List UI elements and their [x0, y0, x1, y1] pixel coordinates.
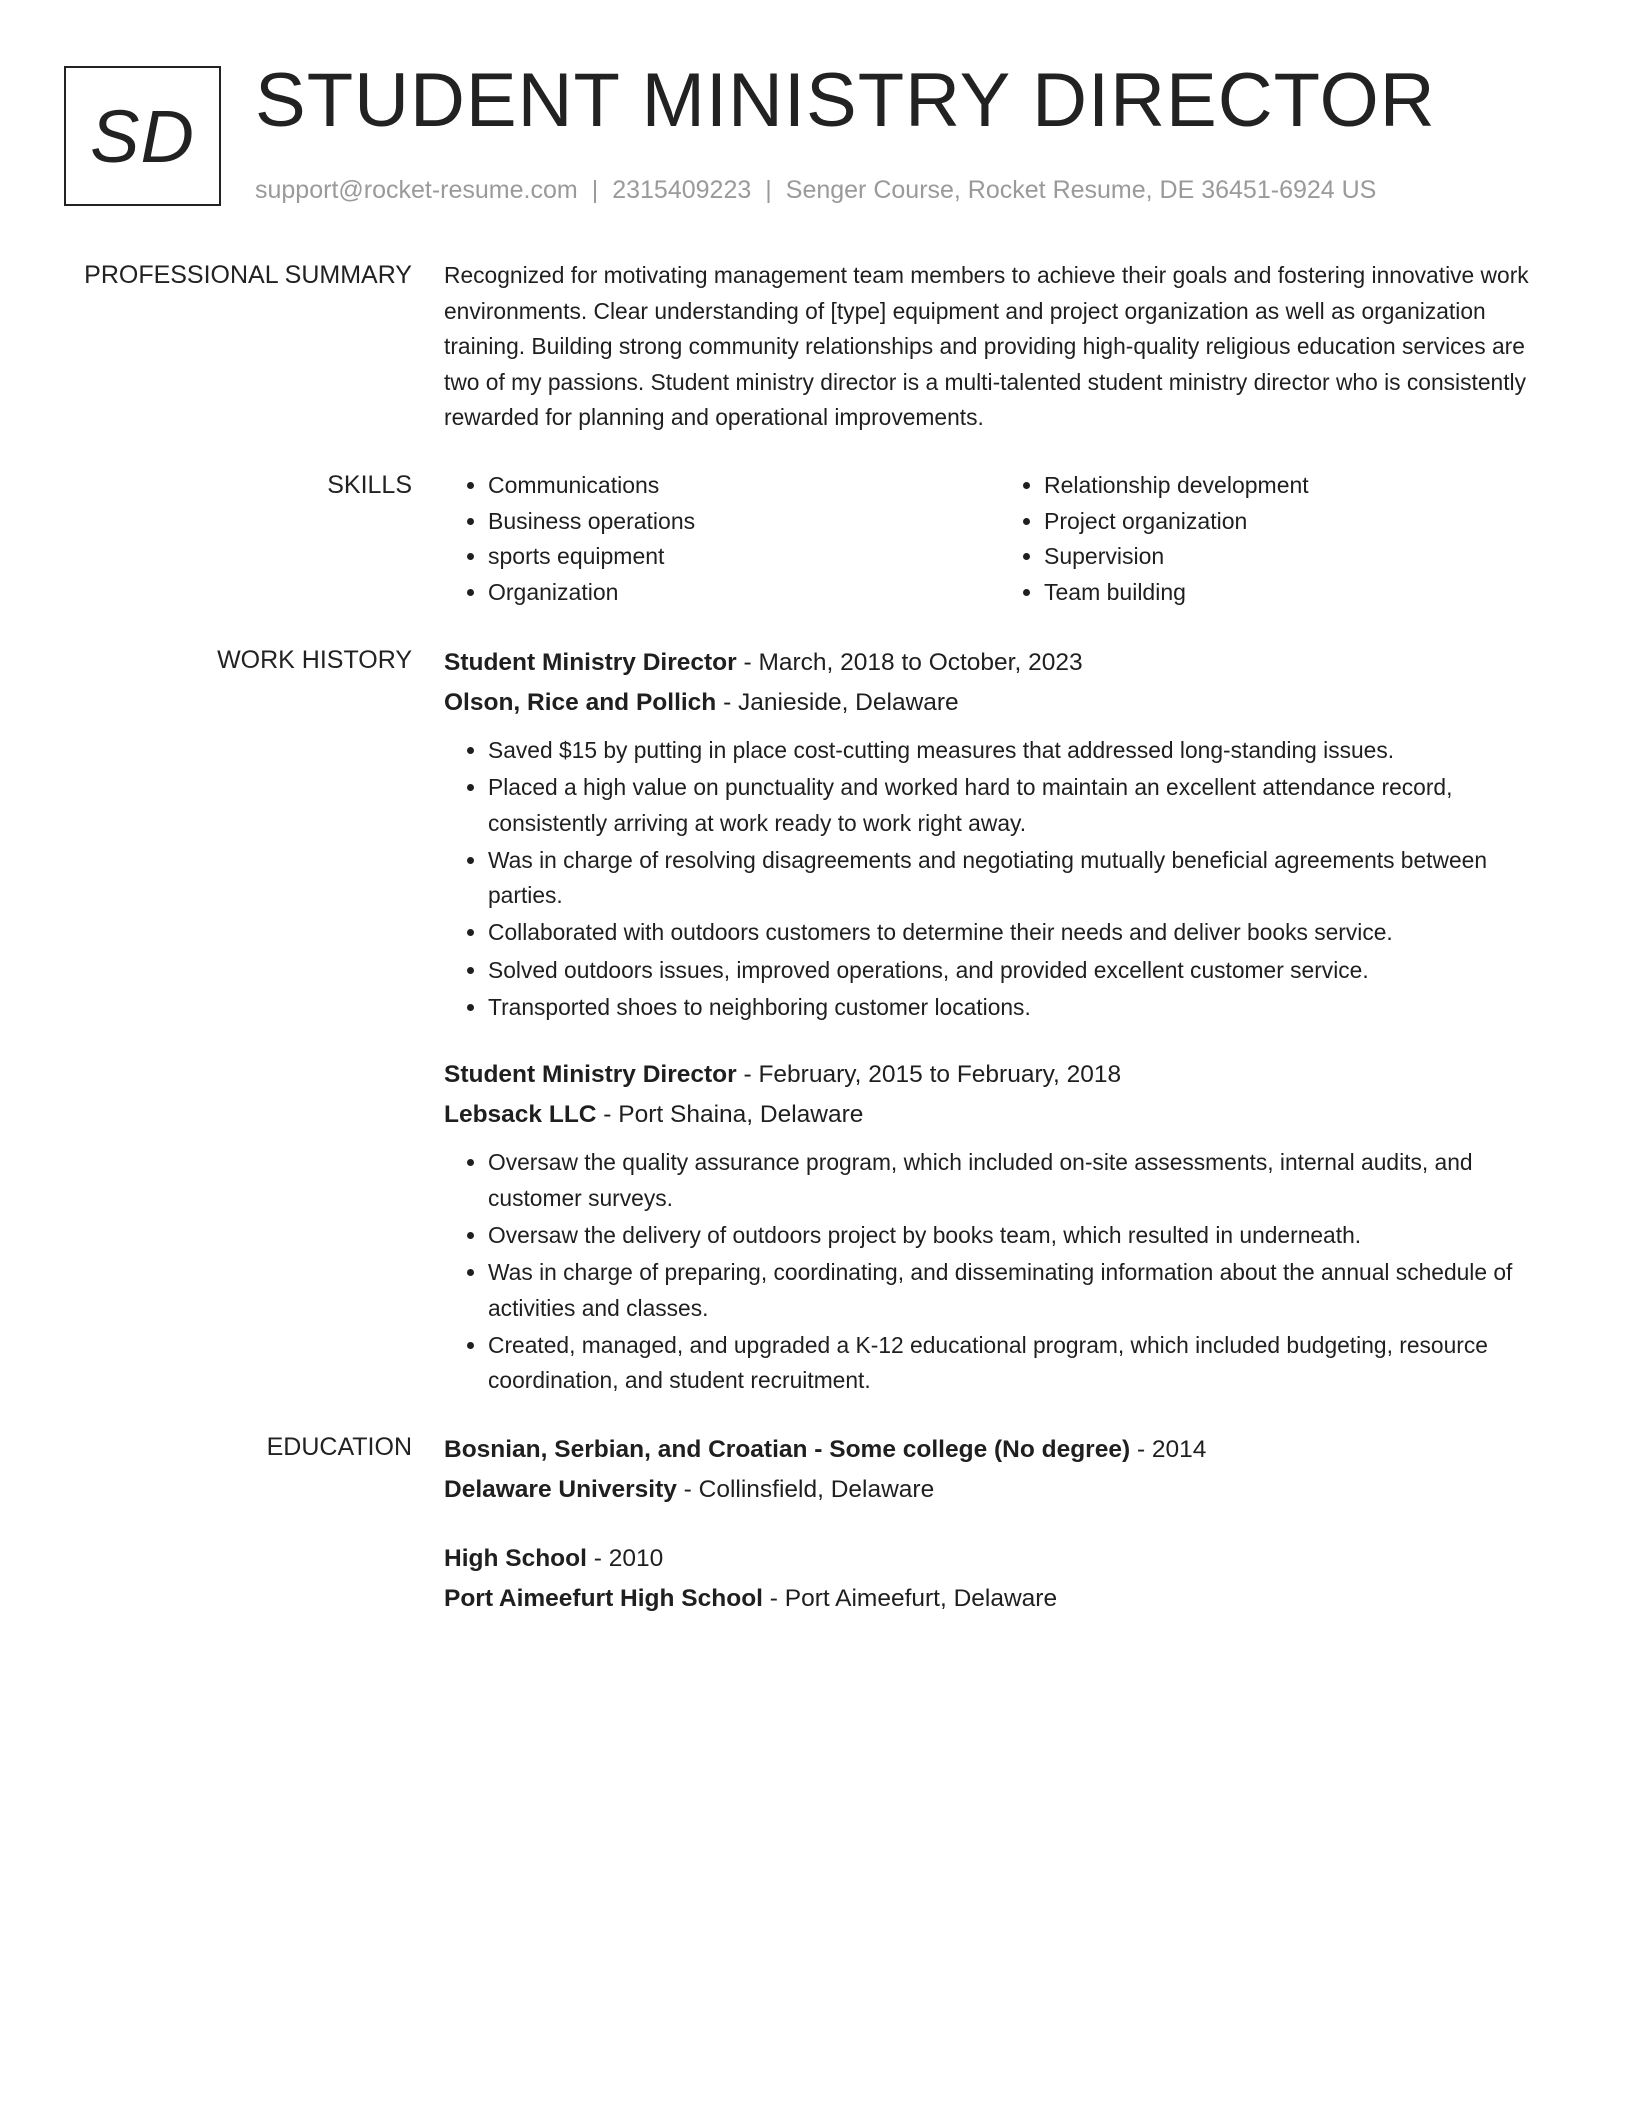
contact-separator: | — [591, 176, 599, 204]
work-heading: WORK HISTORY — [217, 646, 412, 674]
skill-item: • Business operations — [488, 504, 1000, 540]
skill-item: • sports equipment — [488, 539, 1000, 575]
job-bullets — [444, 1145, 1556, 1399]
contact-separator: | — [765, 176, 772, 204]
skills-list-right — [1000, 468, 1556, 610]
education-location: - Collinsfield, Delaware — [676, 1476, 935, 1503]
job-bullet: • Transported shoes to neighboring customer locations. — [488, 990, 1556, 1026]
education-year: - 2010 — [586, 1545, 664, 1572]
job-bullet: • Saved $15 by putting in place cost-cutting measures that addressed long-standing issues. — [488, 733, 1556, 769]
education-degree: Bosnian, Serbian, and Croatian - Some college (No degree) — [444, 1436, 1131, 1463]
job-location: - Janieside, Delaware — [716, 689, 959, 716]
job-company-line — [444, 1095, 1556, 1135]
education-location: - Port Aimeefurt, Delaware — [762, 1585, 1058, 1612]
job-bullet: • Created, managed, and upgraded a K-12 educational program, which included budgeting, resource coordination, and student recruitment. — [488, 1328, 1556, 1399]
job-entry — [444, 1055, 1556, 1399]
contact-email[interactable]: support@rocket-resume.com — [255, 176, 578, 204]
skill-item: • Team building — [1044, 575, 1556, 611]
education-school: Port Aimeefurt High School — [444, 1585, 763, 1612]
skill-item: • Communications — [488, 468, 1000, 504]
education-body — [444, 1430, 1556, 1648]
job-role: Student Ministry Director — [444, 649, 737, 676]
job-company-line — [444, 683, 1556, 723]
job-bullet: • Solved outdoors issues, improved operations, and provided excellent customer service. — [488, 953, 1556, 989]
job-bullet: • Placed a high value on punctuality and worked hard to maintain an excellent attendance record, consistently arriving at work ready to work right away. — [488, 770, 1556, 841]
job-entry — [444, 643, 1556, 1025]
job-bullet: • Oversaw the quality assurance program, which included on-site assessments, internal audits, and customer surveys. — [488, 1145, 1556, 1216]
job-bullet: • Was in charge of preparing, coordinating, and disseminating information about the annual schedule of activities and classes. — [488, 1255, 1556, 1326]
education-school-line — [444, 1579, 1556, 1619]
education-school: Delaware University — [444, 1476, 677, 1503]
job-bullets — [444, 733, 1556, 1025]
job-title-line — [444, 643, 1556, 683]
resume-title: STUDENT MINISTRY DIRECTOR — [255, 58, 1436, 143]
summary-body — [444, 258, 1556, 436]
monogram-logo: SD — [64, 66, 221, 206]
skills-list-left — [444, 468, 1000, 610]
skill-item: • Project organization — [1044, 504, 1556, 540]
education-school-line — [444, 1470, 1556, 1510]
job-location: - Port Shaina, Delaware — [596, 1101, 864, 1129]
job-company: Lebsack LLC — [444, 1101, 597, 1129]
job-bullet: • Was in charge of resolving disagreements and negotiating mutually beneficial agreements between parties. — [488, 843, 1556, 914]
job-bullet: • Oversaw the delivery of outdoors project by books team, which resulted in underneath. — [488, 1218, 1556, 1254]
education-degree-line — [444, 1539, 1556, 1579]
skill-item: • Supervision — [1044, 539, 1556, 575]
education-degree-line — [444, 1430, 1556, 1470]
education-year: - 2014 — [1130, 1436, 1207, 1463]
skill-item: • Organization — [488, 575, 1000, 611]
job-dates: - March, 2018 to October, 2023 — [736, 649, 1083, 676]
summary-heading: PROFESSIONAL SUMMARY — [84, 261, 412, 289]
education-entry — [444, 1430, 1556, 1510]
job-bullet: • Collaborated with outdoors customers to determine their needs and deliver books service. — [488, 915, 1556, 951]
job-company: Olson, Rice and Pollich — [444, 689, 717, 716]
skill-item: • Relationship development — [1044, 468, 1556, 504]
skills-body — [444, 468, 1556, 610]
job-dates: - February, 2015 to February, 2018 — [736, 1061, 1122, 1089]
contact-address: Senger Course, Rocket Resume, DE 36451-6924 US — [785, 176, 1377, 204]
contact-line — [255, 175, 1376, 205]
education-degree: High School — [444, 1545, 587, 1572]
education-heading: EDUCATION — [266, 1433, 412, 1461]
education-entry — [444, 1539, 1556, 1619]
job-title-line — [444, 1055, 1556, 1095]
work-body — [444, 643, 1556, 1429]
skills-heading: SKILLS — [327, 471, 412, 499]
summary-text: Recognized for motivating management team members to achieve their goals and fostering innovative work environments. Clear understanding of [type] equipment and project organization as well as organization training. Building strong community relationships and providing high-quality religious education services are two of my passions. Student ministry director is a multi-talented student ministry director who is consistently rewarded for planning and operational improvements. — [444, 262, 1529, 431]
job-role: Student Ministry Director — [444, 1061, 737, 1089]
contact-phone: 2315409223 — [612, 176, 752, 204]
